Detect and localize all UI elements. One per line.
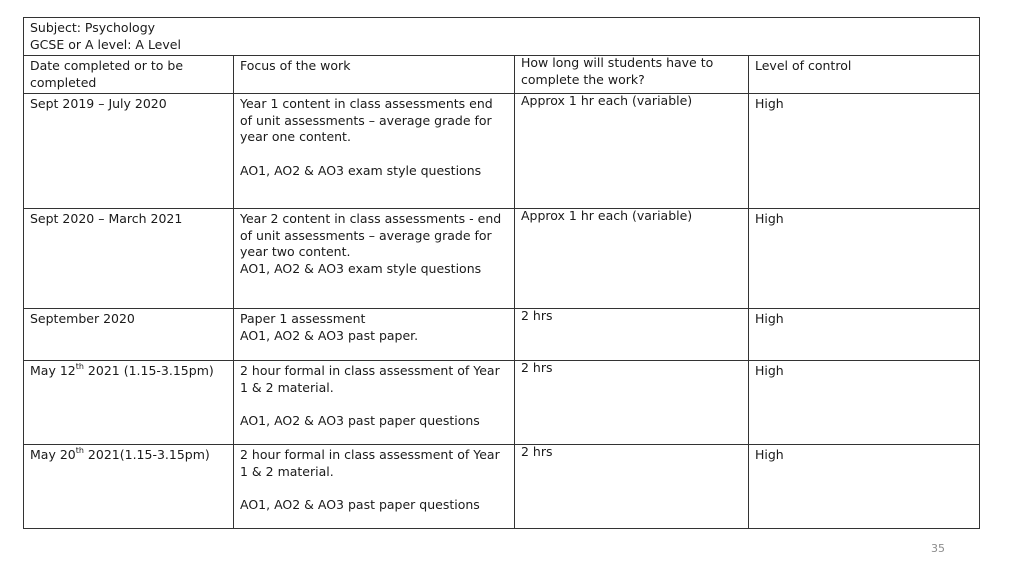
duration-cell [515,445,749,529]
column-header-row [24,56,980,94]
focus-cell [234,94,515,209]
focus-cell [234,309,515,361]
subject-line: Subject: Psychology [30,20,156,35]
focus-description: Paper 1 assessment [240,311,366,326]
control-cell: High [749,309,980,361]
focus-objectives: AO1, AO2 & AO3 past paper questions [240,497,480,512]
col-header-focus: Focus of the work [234,56,515,94]
table-row [24,209,980,309]
date-text: May 20 [30,447,76,462]
table-row [24,361,980,445]
focus-cell [234,445,515,529]
focus-cell [234,361,515,445]
col-header-duration-text: How long will students have to complete the work? [521,55,714,87]
table-row [24,445,980,529]
control-cell: High [749,209,980,309]
date-cell [24,361,234,445]
focus-objectives: AO1, AO2 & AO3 past paper questions [240,413,480,428]
duration-text: Approx 1 hr each (variable) [521,208,693,223]
control-cell: High [749,94,980,209]
focus-description: 2 hour formal in class assessment of Year 1 & 2 material. [240,447,500,479]
focus-description: Year 1 content in class assessments end of unit assessments – average grade for year one content. [240,96,493,144]
date-cell: Sept 2019 – July 2020 [24,94,234,209]
focus-description: Year 2 content in class assessments - end of unit assessments – average grade for year two content. [240,211,502,259]
control-cell: High [749,445,980,529]
date-time: 2021 (1.15-3.15pm) [83,363,214,378]
duration-cell [515,94,749,209]
table-title-row [24,18,980,56]
duration-cell [515,309,749,361]
date-cell [24,445,234,529]
focus-objectives: AO1, AO2 & AO3 exam style questions [240,162,482,178]
date-ordinal: th [75,445,84,455]
duration-text: Approx 1 hr each (variable) [521,93,693,108]
table-row [24,309,980,361]
level-line: GCSE or A level: A Level [30,36,181,52]
duration-text: 2 hrs [521,444,553,459]
duration-cell [515,361,749,445]
date-cell: September 2020 [24,309,234,361]
col-header-date: Date completed or to be completed [24,56,234,94]
focus-description: 2 hour formal in class assessment of Year 1 & 2 material. [240,363,500,395]
duration-text: 2 hrs [521,360,553,375]
duration-cell [515,209,749,309]
duration-text: 2 hrs [521,308,553,323]
assessment-table [23,17,980,529]
col-header-control: Level of control [749,56,980,94]
subject-cell [24,18,980,56]
date-time: 2021(1.15-3.15pm) [83,447,210,462]
table-row [24,94,980,209]
focus-objectives: AO1, AO2 & AO3 exam style questions [240,260,482,276]
date-ordinal: th [75,361,84,371]
date-cell: Sept 2020 – March 2021 [24,209,234,309]
focus-cell [234,209,515,309]
date-text: May 12 [30,363,76,378]
focus-objectives: AO1, AO2 & AO3 past paper. [240,327,419,343]
control-cell: High [749,361,980,445]
page-number: 35 [931,542,945,555]
col-header-duration [515,56,749,94]
